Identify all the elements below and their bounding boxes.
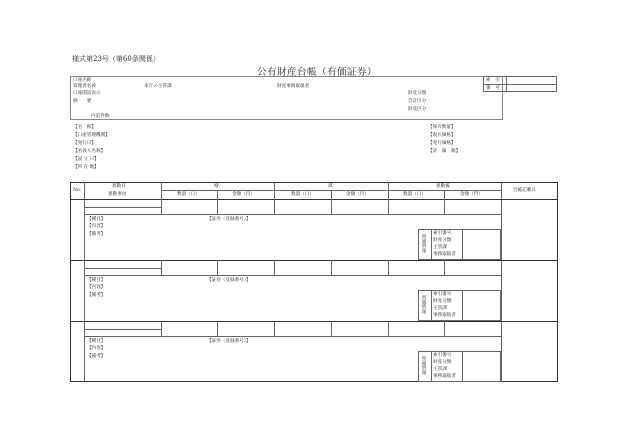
rec1-officer: 事務取扱者 [433, 252, 456, 257]
inc-amount: 金額（円） [232, 192, 255, 197]
property-class-label: 財産分類 [408, 91, 427, 96]
rec2-section: 主管課 [433, 306, 447, 311]
rec3-content: 【内容】 [87, 346, 106, 351]
col-decrease: 減 [328, 184, 333, 189]
col-register-date: 台帳記載日 [513, 188, 536, 193]
rec3-officer: 事務取扱者 [433, 374, 456, 379]
index-label: 索 引 [486, 78, 500, 83]
col-no: No. [73, 188, 82, 193]
rec2-certificate: 【証券（登録番号）】 [207, 278, 251, 283]
page-title: 公有財産台帳（有価証券） [257, 67, 378, 78]
rec1-stock: 【種目】 [87, 217, 106, 222]
item-count-label: 内訳件数 [91, 114, 110, 119]
attr-custodian: 【口座管理機関】 [73, 133, 110, 138]
rec3-remark: 【備考】 [87, 354, 106, 359]
form-number: 様式第23号（第60条関係） [72, 55, 160, 63]
rec2-content: 【内容】 [87, 285, 106, 290]
rec2-stock: 【種目】 [87, 278, 106, 283]
property-officer-label: 財産事務取扱者 [277, 84, 310, 89]
dec-qty: 数量（口） [291, 192, 314, 197]
rec1-section: 主管課 [433, 245, 447, 250]
after-amount: 金額（円） [460, 192, 483, 197]
rec1-certificate: 【証券（登録番号）】 [207, 217, 251, 222]
rec1-affiliation: 所属情報 [421, 234, 426, 253]
attr-location: 【所 在 地】 [73, 165, 99, 170]
attr-valuation: 【評 価 額】 [428, 149, 461, 154]
rec2-affiliation: 所属情報 [421, 295, 426, 314]
rec3-certificate: 【証券（登録番号）】 [207, 339, 251, 344]
rec1-remark: 【備考】 [87, 232, 106, 237]
account-open-label: 口座開設表示 [73, 91, 101, 96]
attr-issue-date: 【発行日】 [73, 141, 96, 146]
rec2-remark: 【備考】 [87, 293, 106, 298]
rec2-property-class: 財産分類 [433, 299, 452, 304]
rec1-index-no: 索引番号 [433, 231, 452, 236]
rec1-property-class: 財産分類 [433, 238, 452, 243]
attr-holder-name: 【名義人名称】 [73, 149, 106, 154]
manager-name-label: 管理者名義 [73, 84, 96, 89]
accounting-class-label: 会計区分 [408, 99, 427, 104]
attr-name: 【名 称】 [73, 125, 96, 130]
col-change-reason: 異動事由 [108, 192, 127, 197]
main-section-label: 本庁の主管課 [144, 84, 172, 89]
attr-holding-qty: 【保有数量】 [428, 125, 456, 130]
inc-qty: 数量（口） [177, 192, 200, 197]
rec2-officer: 事務取扱者 [433, 313, 456, 318]
attr-issue-price: 【発行価格】 [428, 141, 456, 146]
rec3-index-no: 索引番号 [433, 353, 452, 358]
attr-current-price: 【現在価格】 [428, 133, 456, 138]
col-increase: 増 [214, 184, 219, 189]
rec3-affiliation: 所属情報 [421, 356, 426, 375]
attr-established: 【設 立 日】 [73, 157, 99, 162]
header-block [70, 76, 503, 120]
dec-amount: 金額（円） [346, 192, 369, 197]
rec3-section: 主管課 [433, 367, 447, 372]
property-type-label: 財産区分 [408, 107, 427, 112]
after-qty: 数量（口） [403, 192, 426, 197]
account-name-label: 口座名称 [73, 78, 92, 83]
rec3-property-class: 財産分類 [433, 360, 452, 365]
number-label: 番 号 [486, 86, 500, 91]
rec3-stock: 【種目】 [87, 339, 106, 344]
summary-label: 摘 要 [73, 99, 92, 104]
rec2-index-no: 索引番号 [433, 292, 452, 297]
rec1-content: 【内容】 [87, 224, 106, 229]
col-change-date: 異動日 [112, 184, 126, 189]
col-after: 異動後 [436, 184, 450, 189]
